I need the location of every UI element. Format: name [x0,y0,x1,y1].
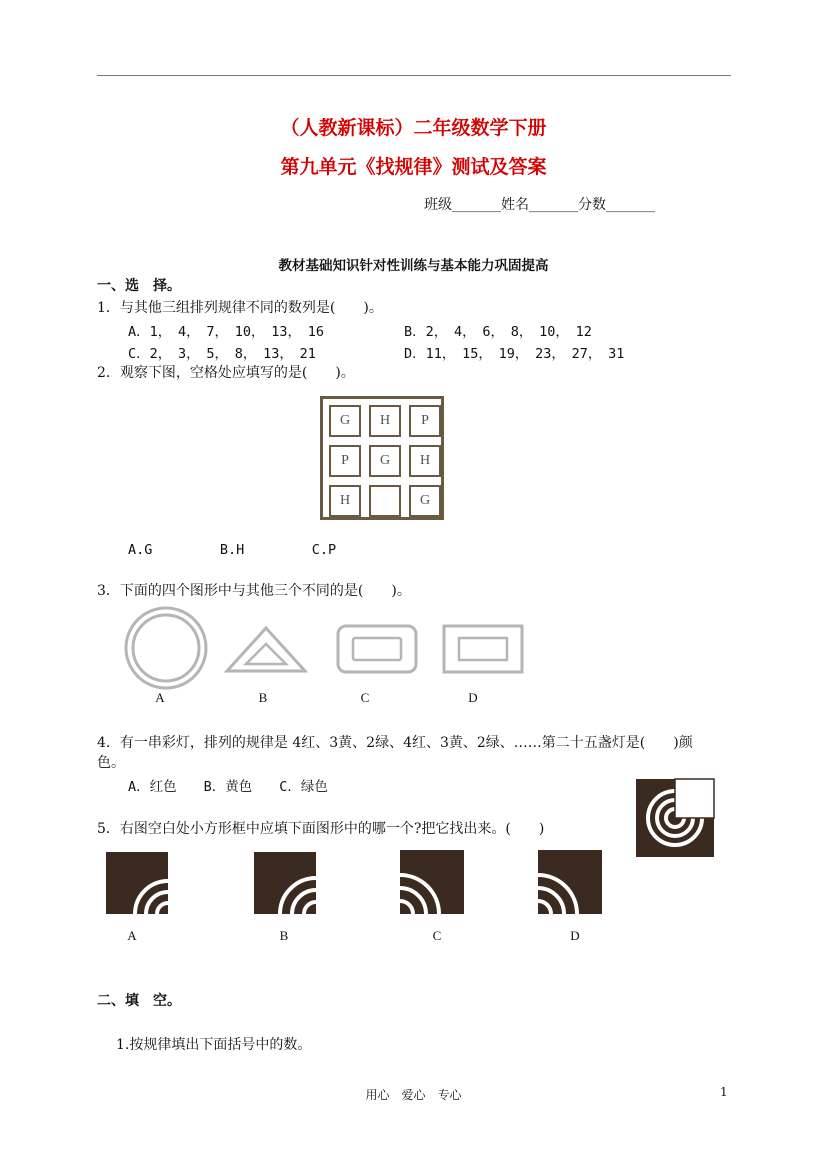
student-info-line: 班级_______姓名_______分数_______ [424,197,655,213]
grid-cell: H [409,445,441,477]
page-number: 1 [720,1085,728,1099]
grid-cell: H [329,485,361,517]
question-4-continued: 色。 [97,755,125,771]
q5-label-b: B [279,928,289,943]
double-rectangle-figure [442,624,524,674]
q1-option-b: B．2， 4， 6， 8， 10， 12 [404,324,592,340]
q3-label-b: B [258,690,268,705]
grid-cell: G [329,405,361,437]
q2-options: A.G B.H C.P [128,542,337,558]
title-line-2: 第九单元《找规律》测试及答案 [280,156,547,178]
q5-option-c-figure [400,850,464,914]
q5-label-c: C [432,928,442,943]
title-line-1: （人教新课标）二年级数学下册 [280,117,547,139]
q5-option-d-figure [538,850,602,914]
grid-cell: P [329,445,361,477]
question-2: 2．观察下图，空格处应填写的是( )。 [97,365,355,381]
q3-label-a: A [155,690,165,705]
section-2-question-1: 1.按规律填出下面括号中的数。 [116,1037,312,1053]
section-2-heading: 二、填 空。 [97,993,181,1009]
q1-option-a: A．1， 4， 7， 10， 13， 16 [128,324,325,340]
grid-cell: G [369,445,401,477]
q5-label-d: D [570,928,580,943]
grid-cell: H [369,405,401,437]
q1-option-d: D．11， 15， 19， 23， 27， 31 [404,346,625,362]
subtitle: 教材基础知识针对性训练与基本能力巩固提高 [278,258,549,274]
question-3: 3．下面的四个图形中与其他三个不同的是( )。 [97,583,411,599]
q5-option-b-figure [254,852,316,914]
header-rule [97,75,731,76]
q3-label-d: D [468,690,478,705]
letter-grid [320,396,444,520]
q1-option-c: C．2， 3， 5， 8， 13， 21 [128,346,316,362]
q5-option-a-figure [106,852,168,914]
q4-options: A．红色 B．黄色 C．绿色 [128,779,328,795]
q3-label-c: C [360,690,370,705]
double-triangle-figure [224,626,308,674]
q5-label-a: A [127,928,137,943]
double-circle-figure [124,606,208,690]
concentric-arcs-reference-figure [636,779,714,857]
grid-cell: P [409,405,441,437]
footer-motto: 用心 爱心 专心 [365,1088,462,1102]
question-4: 4．有一串彩灯，排列的规律是 4红、3黄、2绿、4红、3黄、2绿、……第二十五盏灯是( )颜 [97,735,693,751]
question-1: 1．与其他三组排列规律不同的数列是( )。 [97,300,383,316]
grid-cell: G [409,485,441,517]
section-1-heading: 一、选 择。 [97,278,181,294]
grid-cell-blank [369,485,401,517]
question-5: 5．右图空白处小方形框中应填下面图形中的哪一个?把它找出来。( ) [97,821,545,837]
rounded-double-rectangle-figure [336,624,418,674]
